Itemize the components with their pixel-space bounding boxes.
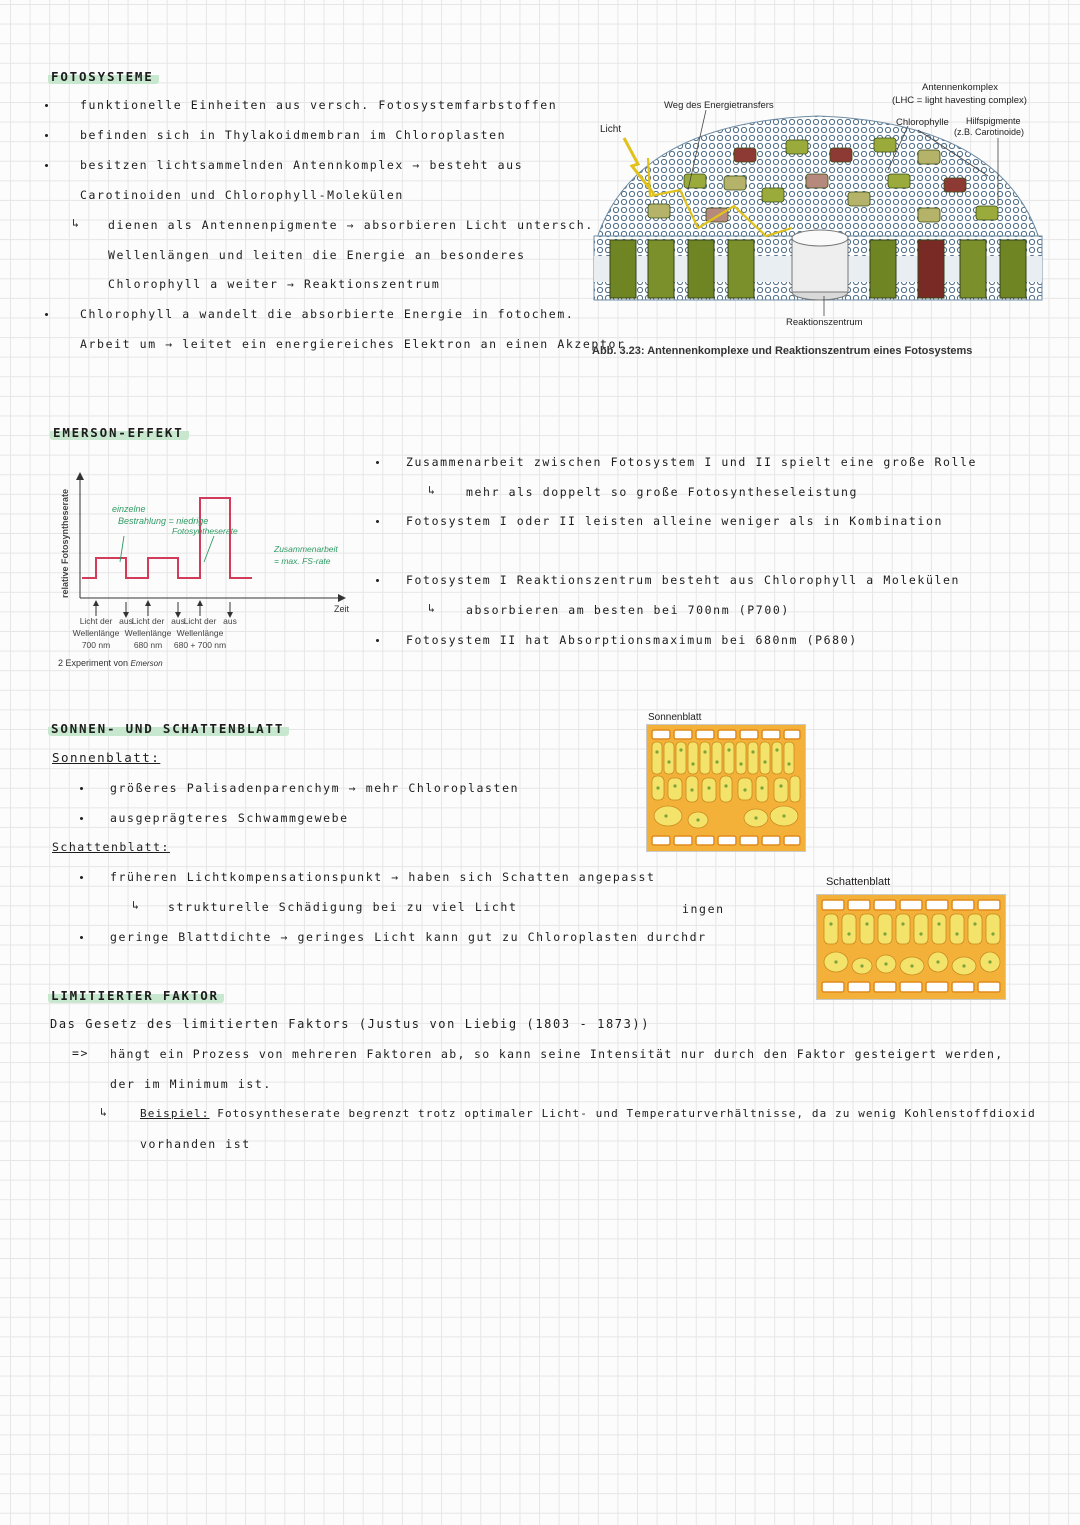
- chart-note: einzelne: [112, 504, 146, 514]
- bullet: [80, 817, 83, 820]
- bullet: [80, 876, 83, 879]
- text-line: dienen als Antennenpigmente → absorbieren Licht untersch.: [108, 218, 594, 232]
- pigment-tile: [734, 148, 756, 162]
- text-line: Fotosystem I Reaktionszentrum besteht aus Chlorophyll a Molekülen: [406, 573, 961, 587]
- text-line: mehr als doppelt so große Fotosyntheseleistung: [466, 485, 859, 499]
- label-schattenblatt: Schattenblatt: [826, 876, 891, 888]
- bullet: [80, 936, 83, 939]
- text-line: Fotosystem I oder II leisten alleine weniger als in Kombination: [406, 514, 943, 528]
- text-line: geringe Blattdichte → geringes Licht kann gut zu Chloroplasten durchdr: [110, 930, 707, 944]
- chart-xlabel: Zeit: [334, 604, 350, 614]
- tick-label: 680 nm: [133, 640, 163, 650]
- schattenblatt-image: [816, 890, 1010, 1004]
- chart-ylabel: relative Fotosyntheserate: [60, 488, 70, 598]
- text-line: besitzen lichtsammelnden Antennkomplex → besteht aus: [80, 158, 524, 172]
- fotosyntheserate-line: [82, 498, 252, 578]
- heading-blatt: SONNEN- UND SCHATTENBLATT: [48, 720, 289, 736]
- tick-arrowhead: [93, 600, 99, 606]
- emerson-chart: [54, 470, 384, 670]
- text-line: funktionelle Einheiten aus versch. Fotosystemfarbstoffen: [80, 98, 558, 112]
- tick-label: 700 nm: [81, 640, 111, 650]
- chart-note: Fotosyntheserate: [172, 526, 238, 536]
- text-line: hängt ein Prozess von mehreren Faktoren ab, so kann seine Intensität nur durch den Faktor gesteigert werden,: [110, 1047, 1004, 1061]
- text-line: größeres Palisadenparenchym → mehr Chloroplasten: [110, 781, 520, 795]
- example-text: Fotosyntheserate begrenzt trotz optimaler Licht- und Temperaturverhältnisse, da zu wenig Kohlenstoffdioxid: [209, 1107, 1036, 1120]
- label-hilfspigmente: Hilfspigmente: [966, 116, 1021, 126]
- text-line: Chlorophyll a weiter → Reaktionszentrum: [108, 277, 441, 291]
- text-line: früheren Lichtkompensationspunkt → haben sich Schatten angepasst: [110, 870, 656, 884]
- chart-note: = max. FS-rate: [274, 556, 331, 566]
- arrow-icon: ↳: [428, 483, 437, 497]
- bullet: [376, 639, 379, 642]
- bullet: [45, 104, 48, 107]
- text-line: Das Gesetz des limitierten Faktors (Justus von Liebig (1803 - 1873)): [50, 1017, 651, 1031]
- tick-label: Licht der: [183, 616, 217, 626]
- label-licht: Licht: [600, 124, 622, 135]
- heading-limit: LIMITIERTER FAKTOR: [48, 987, 224, 1003]
- tick-arrowhead: [145, 600, 151, 606]
- arrow-icon: ↳: [100, 1105, 109, 1119]
- subheading-sonnenblatt: Sonnenblatt:: [52, 750, 161, 765]
- bullet: [376, 579, 379, 582]
- tick-label-aus: aus: [119, 616, 133, 626]
- example-label: Beispiel:: [140, 1107, 210, 1120]
- text-line: [140, 1107, 1036, 1120]
- tick-label: Wellenlänge: [124, 628, 172, 638]
- text-line: ingen: [682, 902, 725, 916]
- subheading-schattenblatt: Schattenblatt:: [52, 840, 170, 854]
- tick-label: Licht der: [131, 616, 165, 626]
- text-line: vorhanden ist: [140, 1137, 251, 1151]
- fotosystem-figure: [588, 78, 1048, 368]
- arrow-icon: ↳: [428, 601, 437, 615]
- text-line: der im Minimum ist.: [110, 1077, 272, 1091]
- sonnenblatt-image: [646, 724, 808, 854]
- tick-arrowhead: [197, 600, 203, 606]
- label-reaktionszentrum: Reaktionszentrum: [786, 317, 863, 328]
- tick-label: Wellenlänge: [176, 628, 224, 638]
- tick-label: 680 + 700 nm: [173, 640, 227, 650]
- bullet: [45, 164, 48, 167]
- tick-label: Licht der: [79, 616, 113, 626]
- figure-caption: Abb. 3.23: Antennenkomplexe und Reaktionszentrum eines Fotosystems: [592, 345, 973, 357]
- heading-emerson: EMERSON-EFFEKT: [50, 424, 189, 440]
- label-energy-path: Weg des Energietransfers: [664, 100, 774, 111]
- text-line: Zusammenarbeit zwischen Fotosystem I und II spielt eine große Rolle: [406, 455, 978, 469]
- text-line: Chlorophyll a wandelt die absorbierte Energie in fotochem.: [80, 307, 575, 321]
- arrow-icon: ↳: [72, 216, 81, 230]
- chart-note: Bestrahlung = niedrige: [118, 516, 209, 526]
- tick-label-aus: aus: [171, 616, 185, 626]
- text-line: strukturelle Schädigung bei zu viel Licht: [168, 900, 518, 914]
- label-sonnenblatt: Sonnenblatt: [648, 712, 702, 723]
- text-line: Wellenlängen und leiten die Energie an besonderes: [108, 248, 526, 262]
- text-line: befinden sich in Thylakoidmembran im Chloroplasten: [80, 128, 507, 142]
- label-antenna: Antennenkomplex: [922, 82, 999, 93]
- bullet: [45, 134, 48, 137]
- bullet: [376, 461, 379, 464]
- arrow-icon: =>: [72, 1046, 90, 1060]
- text-line: ausgeprägteres Schwammgewebe: [110, 811, 349, 825]
- text-line: Fotosystem II hat Absorptionsmaximum bei 680nm (P680): [406, 633, 858, 647]
- arrow-icon: ↳: [132, 898, 141, 912]
- label-carotinoide: (z.B. Carotinoide): [954, 127, 1025, 137]
- chart-caption: 2 Experiment von Emerson: [58, 658, 163, 668]
- bullet: [376, 520, 379, 523]
- label-lhc: (LHC = light havesting complex): [892, 95, 1027, 106]
- bullet: [45, 313, 48, 316]
- bullet: [80, 787, 83, 790]
- text-line: Arbeit um → leitet ein energiereiches Elektron an einen Akzeptor: [80, 337, 626, 351]
- tick-label-aus: aus: [223, 616, 237, 626]
- heading-fotosysteme: FOTOSYSTEME: [48, 68, 159, 84]
- chart-note: Zusammenarbeit: [274, 544, 338, 554]
- label-chlorophylle: Chlorophylle: [896, 117, 949, 128]
- tick-label: Wellenlänge: [72, 628, 120, 638]
- text-line: Carotinoiden und Chlorophyll-Molekülen: [80, 188, 404, 202]
- text-line: absorbieren am besten bei 700nm (P700): [466, 603, 790, 617]
